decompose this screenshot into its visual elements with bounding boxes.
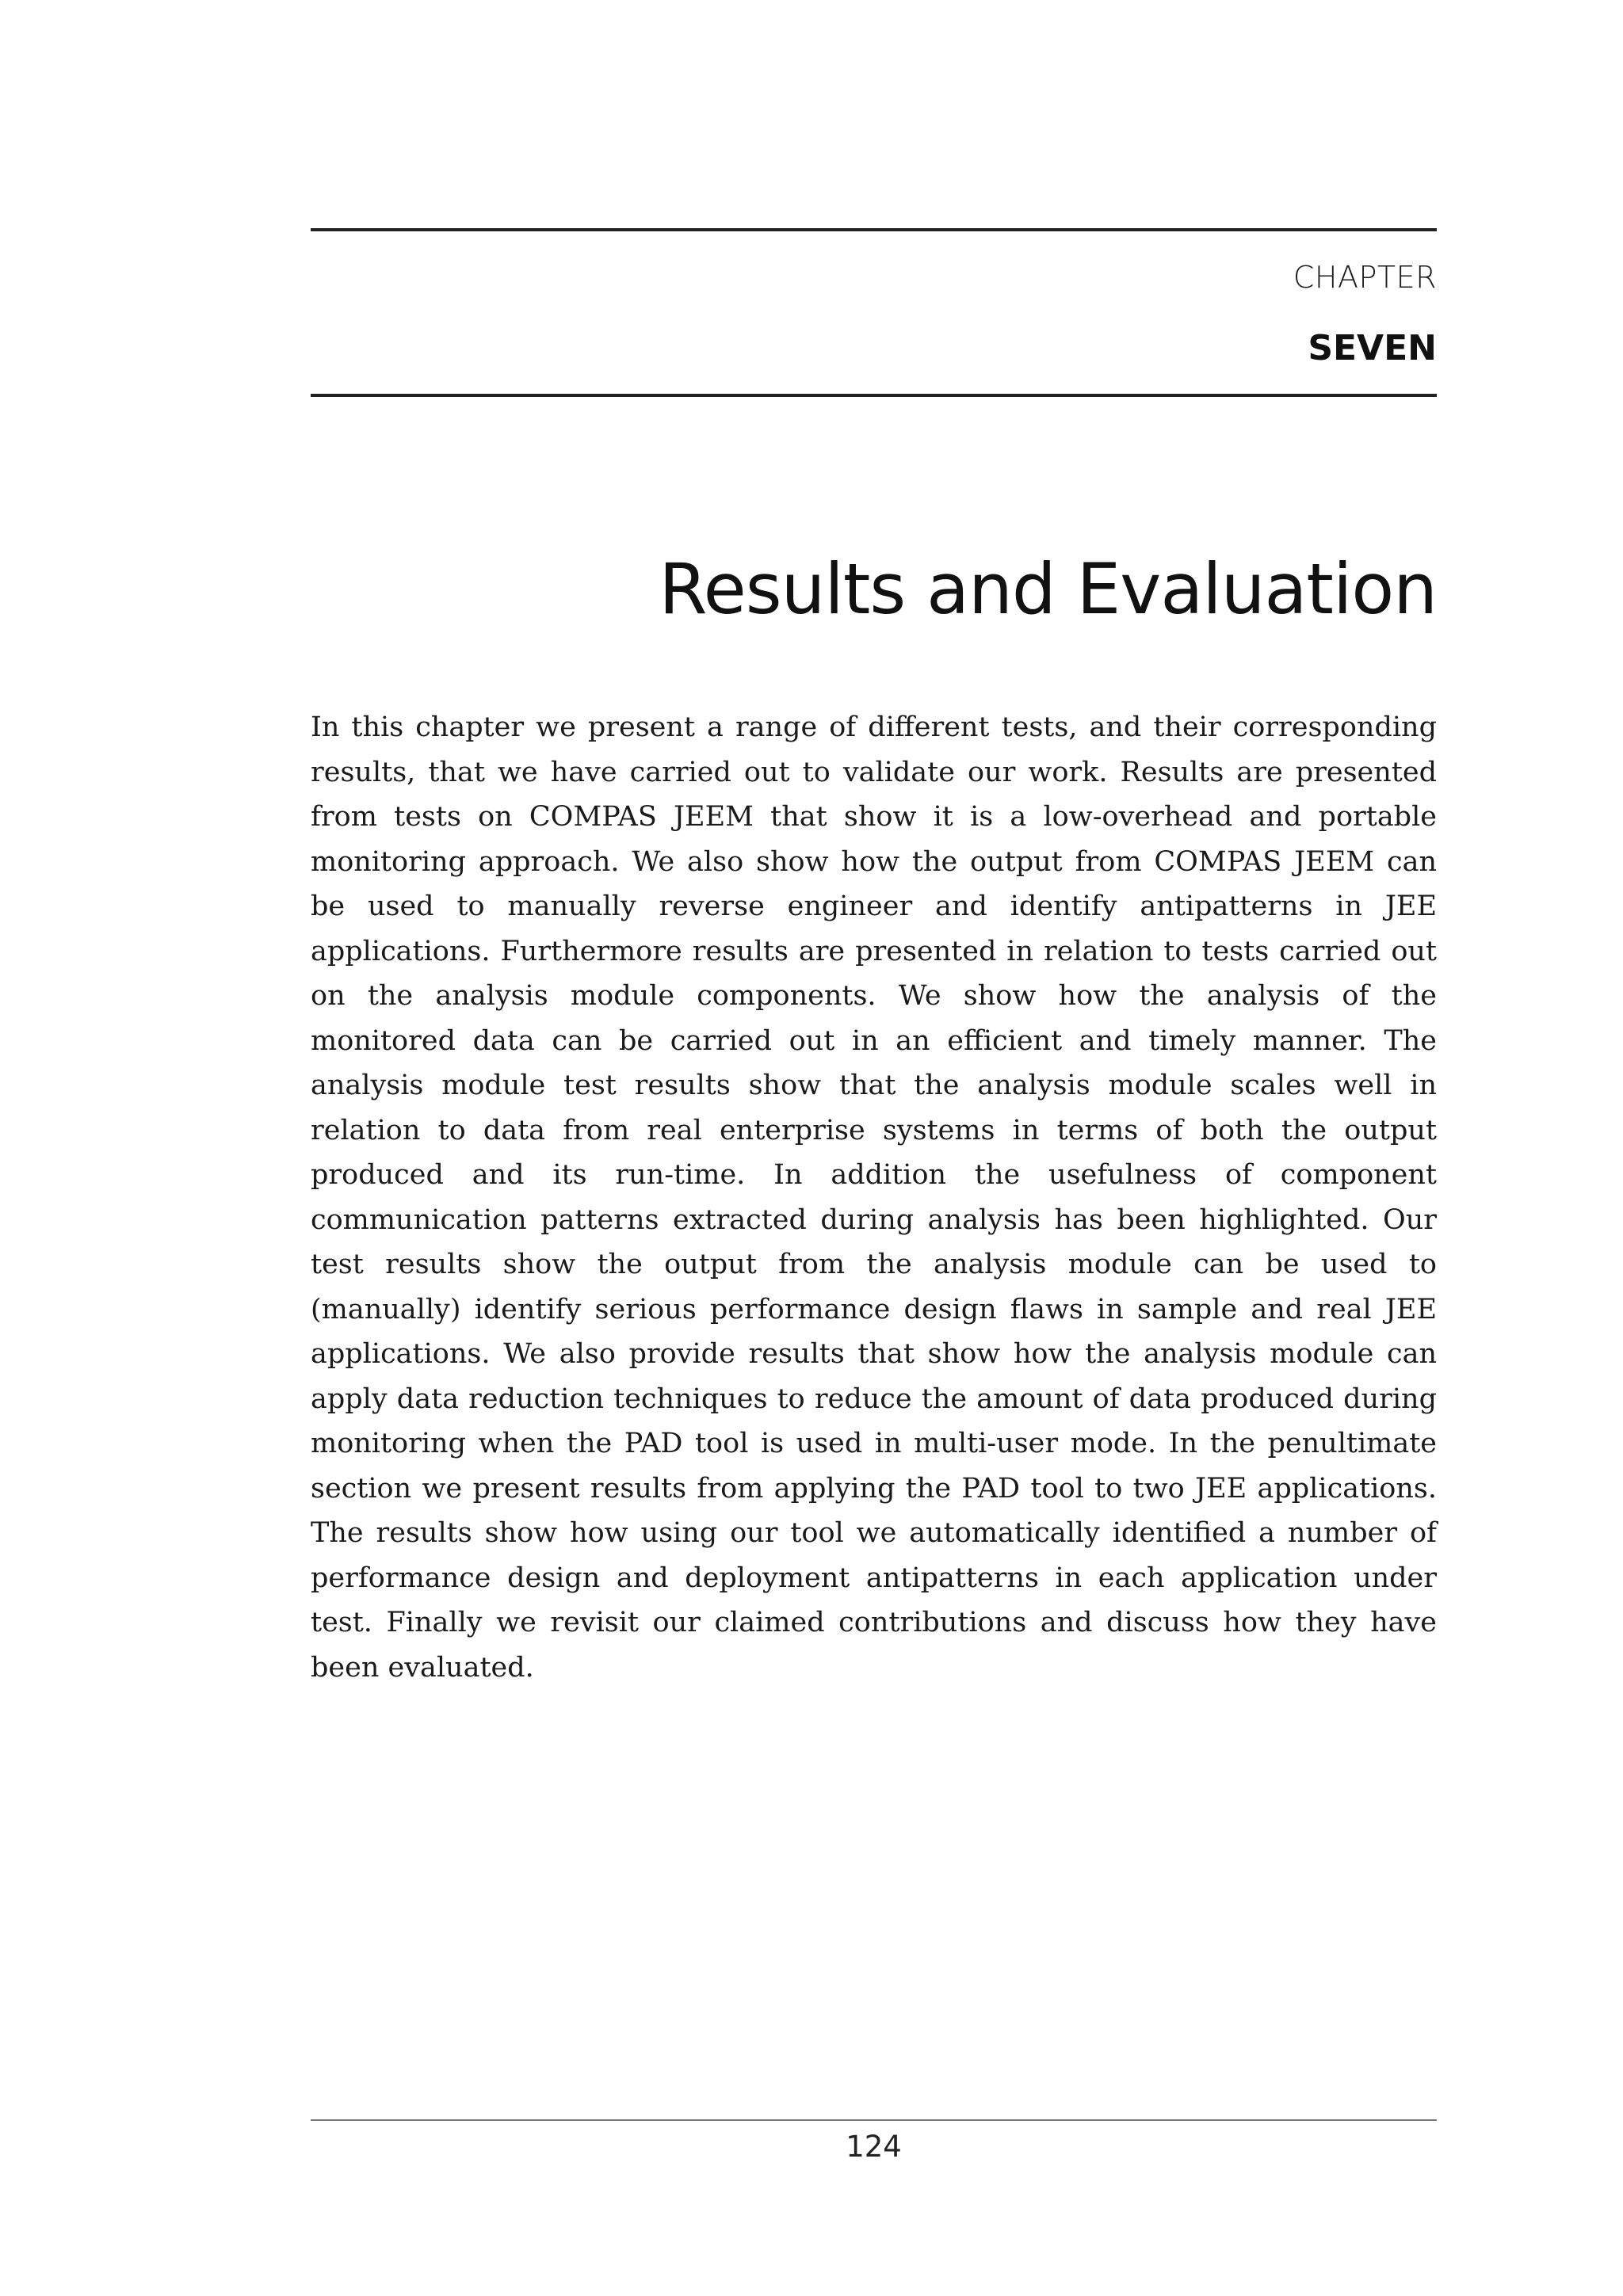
chapter-number: SEVEN	[1308, 328, 1437, 368]
chapter-label: CHAPTER	[1293, 260, 1437, 295]
chapter-header-top-rule	[311, 228, 1437, 231]
footer-rule	[311, 2119, 1437, 2121]
page-number: 124	[846, 2130, 902, 2164]
chapter-title: Results and Evaluation	[659, 547, 1437, 630]
intro-paragraph: In this chapter we present a range of different tests, and their corresponding results, that we have carried out to validate our work. Results are presented from tests on COMPAS JEEM that show it is a low-overhead and portable monitoring approach. We also show how the output from COMPAS JEEM can be used to manually reverse engineer and identify antipatterns in JEE applications. Furthermore results are presented in relation to tests carried out on the analysis module components. We show how the analysis of the monitored data can be carried out in an efficient and timely manner. The analysis module test results show that the analysis module scales well in relation to data from real enterprise systems in terms of both the output produced and its run-time. In addition the usefulness of component communication patterns extracted during analysis has been highlighted. Our test results show the output from the analysis module can be used to (manually) identify serious performance design flaws in sample and real JEE applications. We also provide results that show how the analysis module can apply data reduction techniques to reduce the amount of data produced during monitoring when the PAD tool is used in multi-user mode. In the penultimate section we present results from applying the PAD tool to two JEE applications. The results show how using our tool we automatically identified a number of performance design and deployment antipatterns in each application under test. Finally we revisit our claimed contributions and discuss how they have been evaluated.	[311, 711, 1437, 1684]
chapter-header-bottom-rule	[311, 394, 1437, 397]
